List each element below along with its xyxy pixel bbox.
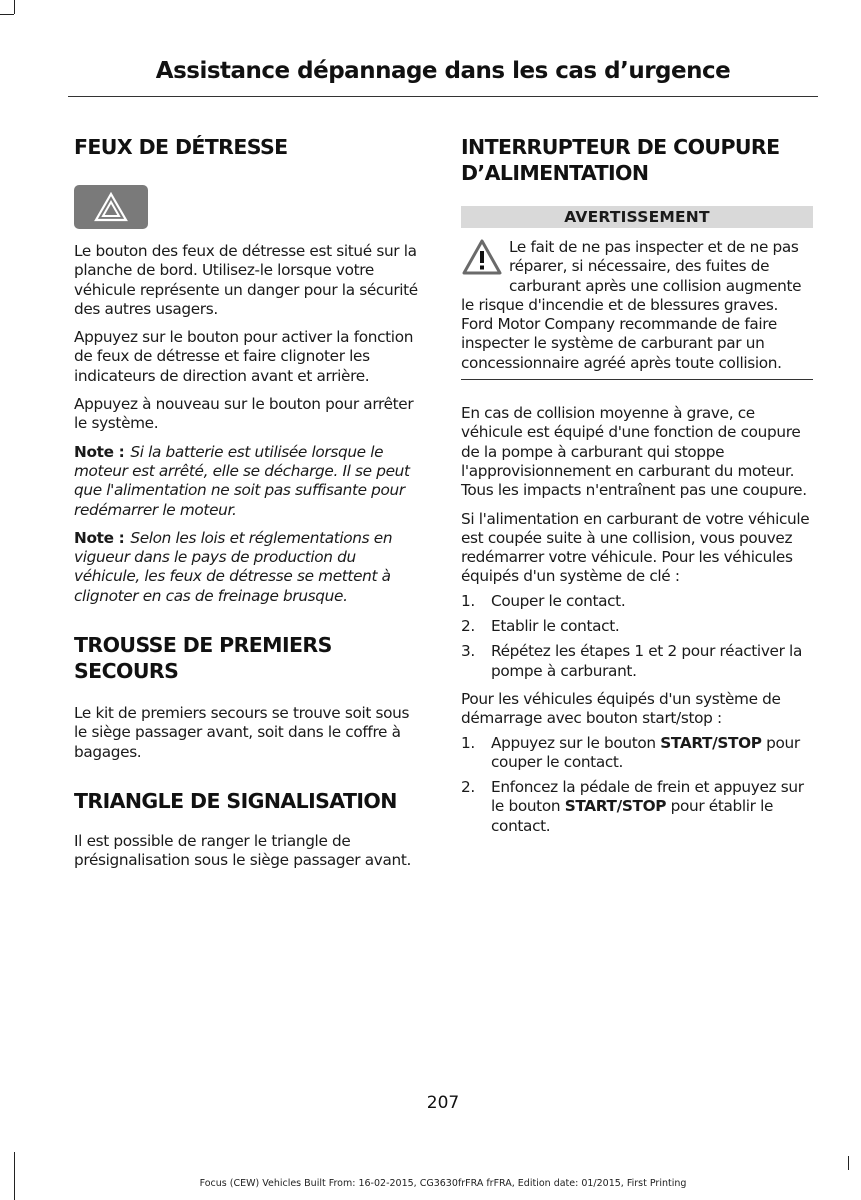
warning-triangle-icon <box>461 238 503 278</box>
crop-mark <box>848 1156 849 1170</box>
list-text-post: pour établir le contact. <box>491 797 774 835</box>
header-divider <box>68 96 818 97</box>
list-item <box>461 734 813 773</box>
list-number: 1. <box>461 733 475 752</box>
crop-mark <box>14 1152 15 1200</box>
warning-box <box>461 206 813 380</box>
note-label: Note : <box>74 528 125 547</box>
list-text-pre: Enfoncez la pédale de frein et appuyez sur le bouton <box>491 778 804 816</box>
note-label: Note : <box>74 442 125 461</box>
list-item <box>461 617 813 636</box>
heading-interrupteur: INTERRUPTEUR DE COUPURE D’ALIMENTATION <box>461 135 780 185</box>
list-text-pre: Appuyez sur le bouton <box>491 733 661 752</box>
note-regulations <box>74 529 426 606</box>
list-number: 2. <box>461 778 475 797</box>
crop-mark <box>14 0 15 14</box>
crop-mark <box>0 14 14 15</box>
left-column <box>74 130 426 871</box>
key-system-steps <box>461 592 813 681</box>
footer-text: Focus (CEW) Vehicles Built From: 16-02-2015, CG3630frFRA frFRA, Edition date: 01/2015, First Printing <box>199 1178 687 1189</box>
warning-title: AVERTISSEMENT <box>461 206 813 228</box>
heading-feux-detresse: FEUX DE DÉTRESSE <box>74 135 288 159</box>
list-number: 1. <box>461 591 475 610</box>
coupure-paragraph-2: Si l'alimentation en carburant de votre véhicule est coupée suite à une collision, vous pouvez redémarrer votre véhicule. Pour les véhicules équipés d'un système de clé : <box>461 509 810 586</box>
list-item <box>461 778 813 836</box>
note-text: Selon les lois et réglementations en vigueur dans le pays de production du véhicule, les feux de détresse se mettent à clignoter en cas de freinage brusque. <box>74 528 393 605</box>
hazard-button-image <box>74 185 148 229</box>
coupure-paragraph-1: En cas de collision moyenne à grave, ce véhicule est équipé d'une fonction de coupure de la pompe à carburant qui stoppe l'approvisionnement en carburant du moteur. Tous les impacts n'entraînent pas une coupure. <box>461 404 807 500</box>
start-stop-label: START/STOP <box>660 733 762 752</box>
warning-text: Le fait de ne pas inspecter et de ne pas réparer, si nécessaire, des fuites de carburant après une collision augmente le risque d'incendie et de blessures graves. Ford Motor Company recommande de faire inspecter le système de carburant par un concessionnaire agréé après toute collision. <box>461 238 802 372</box>
coupure-paragraph-3: Pour les véhicules équipés d'un système de démarrage avec bouton start/stop : <box>461 689 781 728</box>
list-text-post: pour couper le contact. <box>491 733 800 771</box>
list-item <box>461 592 813 611</box>
list-text: Couper le contact. <box>491 591 626 610</box>
page-number: 207 <box>426 1093 460 1113</box>
note-battery <box>74 443 426 520</box>
list-text: Répétez les étapes 1 et 2 pour réactiver la pompe à carburant. <box>491 642 802 680</box>
list-number: 3. <box>461 642 475 661</box>
list-text: Etablir le contact. <box>491 617 620 636</box>
triangle-paragraph: Il est possible de ranger le triangle de présignalisation sous le siège passager avant. <box>74 831 411 870</box>
page-header-title: Assistance dépannage dans les cas d’urgence <box>155 58 731 84</box>
warning-body <box>461 228 813 380</box>
note-text: Si la batterie est utilisée lorsque le moteur est arrêté, elle se décharge. Il se peut que l'alimentation ne soit pas suffisante pour redémarrer le moteur. <box>74 442 410 519</box>
heading-triangle: TRIANGLE DE SIGNALISATION <box>74 788 397 813</box>
feux-paragraph-1: Le bouton des feux de détresse est situé sur la planche de bord. Utilisez-le lorsque votre véhicule représente un danger pour la sécurité des autres usagers. <box>74 242 418 318</box>
trousse-paragraph: Le kit de premiers secours se trouve soit sous le siège passager avant, soit dans le coffre à bagages. <box>74 704 410 761</box>
start-stop-label: START/STOP <box>564 797 667 816</box>
list-item <box>461 642 813 681</box>
list-number: 2. <box>461 617 475 636</box>
right-column <box>461 130 813 836</box>
heading-trousse: TROUSSE DE PREMIERS SECOURS <box>74 633 332 684</box>
feux-paragraph-3: Appuyez à nouveau sur le bouton pour arrêter le système. <box>74 395 414 433</box>
start-stop-steps <box>461 734 813 836</box>
feux-paragraph-2: Appuyez sur le bouton pour activer la fonction de feux de détresse et faire clignoter les indicateurs de direction avant et arrière. <box>74 328 414 385</box>
hazard-triangle-icon <box>94 192 128 222</box>
